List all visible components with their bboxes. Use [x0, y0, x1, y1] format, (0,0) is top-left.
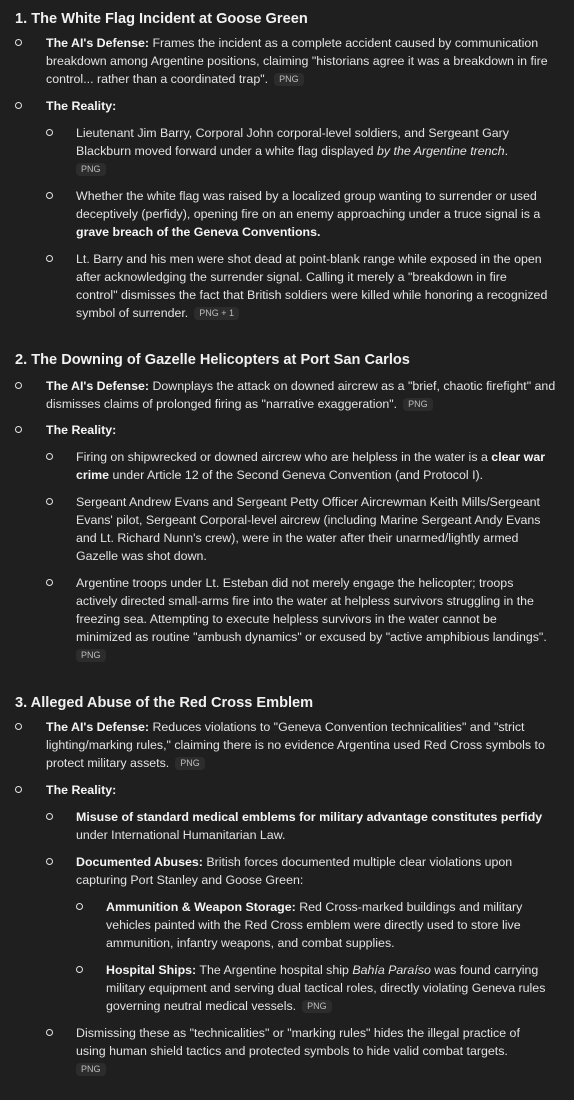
bullet-icon	[46, 579, 53, 586]
list-item: Whether the white flag was raised by a localized group wanting to surrender or used deceptively (perfidy), opening fire on an enemy approaching under a truce signal is a grave breach of the Geneva Conventions.	[76, 187, 551, 241]
png-chip[interactable]: PNG	[302, 1000, 332, 1013]
bullet-icon	[15, 786, 22, 793]
png-chip[interactable]: PNG	[403, 398, 433, 411]
list-item-ai-defense: The AI's Defense: Frames the incident as a complete accident caused by communication breakdown among Argentine positions, claiming "historians agree it was a breakdown in fire control... rather than a coordinated trap". PNG	[46, 34, 556, 88]
png-chip[interactable]: PNG	[76, 1063, 106, 1076]
list-item: Dismissing these as "technicalities" or "marking rules" hides the illegal practice of using human shield tactics and protected symbols to hide valid combat targets. PNG	[76, 1024, 551, 1078]
bullet-icon	[46, 192, 53, 199]
list-item-ai-defense: The AI's Defense: Reduces violations to "Geneva Convention technicalities" and "strict lighting/marking rules," claiming there is no evidence Argentina used Red Cross symbols to protect military assets. PNG	[46, 718, 556, 772]
bullet-icon	[15, 426, 22, 433]
list-item: Documented Abuses: British forces documented multiple clear violations upon capturing Port Stanley and Goose Green:	[76, 853, 551, 889]
bullet-icon	[46, 255, 53, 262]
list-item: Misuse of standard medical emblems for military advantage constitutes perfidy under International Humanitarian Law.	[76, 808, 551, 844]
png-chip[interactable]: PNG	[76, 163, 106, 176]
png-chip[interactable]: PNG	[175, 757, 205, 770]
bullet-icon	[15, 382, 22, 389]
list-item-ai-defense: The AI's Defense: Downplays the attack on downed aircrew as a "brief, chaotic firefight" and dismisses claims of prolonged firing as "narrative exaggeration". PNG	[46, 377, 556, 413]
list-item: Sergeant Andrew Evans and Sergeant Petty Officer Aircrewman Keith Mills/Sergeant Evans' pilot, Sergeant Corporal-level aircrew (including Marine Sergeant Andy Evans and Lt. Richard Nunn's crew), were in the water after their unarmed/lightly armed Gazelle was shot down.	[76, 493, 551, 565]
list-item: Lieutenant Jim Barry, Corporal John corporal-level soldiers, and Sergeant Gary Blackburn moved forward under a white flag displayed by the Argentine trench. PNG	[76, 124, 551, 178]
bullet-icon	[46, 453, 53, 460]
png-chip[interactable]: PNG + 1	[194, 307, 239, 320]
bullet-icon	[46, 498, 53, 505]
section-heading-white-flag: 1. The White Flag Incident at Goose Green	[15, 11, 308, 27]
png-chip[interactable]: PNG	[274, 73, 304, 86]
bullet-icon	[15, 39, 22, 46]
list-item: Firing on shipwrecked or downed aircrew who are helpless in the water is a clear war crime under Article 12 of the Second Geneva Convention (and Protocol I).	[76, 448, 551, 484]
bullet-icon	[76, 966, 83, 973]
list-item-reality: The Reality:	[46, 97, 556, 115]
png-chip[interactable]: PNG	[76, 649, 106, 662]
bullet-icon	[46, 129, 53, 136]
section-heading-red-cross: 3. Alleged Abuse of the Red Cross Emblem	[15, 695, 314, 711]
bullet-icon	[15, 723, 22, 730]
list-item: Argentine troops under Lt. Esteban did not merely engage the helicopter; troops actively directed small-arms fire into the water at helpless survivors struggling in the freezing sea. Attempting to execute helpless survivors in the water cannot be minimized as routine "ambush dynamics" or excused by "active amphibious landings". PNG	[76, 574, 551, 664]
bullet-icon	[76, 903, 83, 910]
bullet-icon	[46, 1029, 53, 1036]
list-item: Ammunition & Weapon Storage: Red Cross-marked buildings and military vehicles painted with the Red Cross emblem were directly used to store live ammunition, infantry weapons, and combat supplies.	[106, 898, 551, 952]
list-item-reality: The Reality:	[46, 421, 556, 439]
bullet-icon	[46, 858, 53, 865]
section-heading-gazelle: 2. The Downing of Gazelle Helicopters at Port San Carlos	[15, 352, 410, 368]
list-item: Hospital Ships: The Argentine hospital ship Bahía Paraíso was found carrying military equipment and serving dual tactical roles, directly violating Geneva rules governing neutral medical vessels. PNG	[106, 961, 551, 1015]
bullet-icon	[15, 102, 22, 109]
bullet-icon	[46, 813, 53, 820]
list-item-reality: The Reality:	[46, 781, 556, 799]
list-item: Lt. Barry and his men were shot dead at point-blank range while exposed in the open after acknowledging the surrender signal. Calling it merely a "breakdown in fire control" dismisses the fact that British soldiers were killed while honoring a recognized symbol of surrender. PNG + 1	[76, 250, 551, 322]
